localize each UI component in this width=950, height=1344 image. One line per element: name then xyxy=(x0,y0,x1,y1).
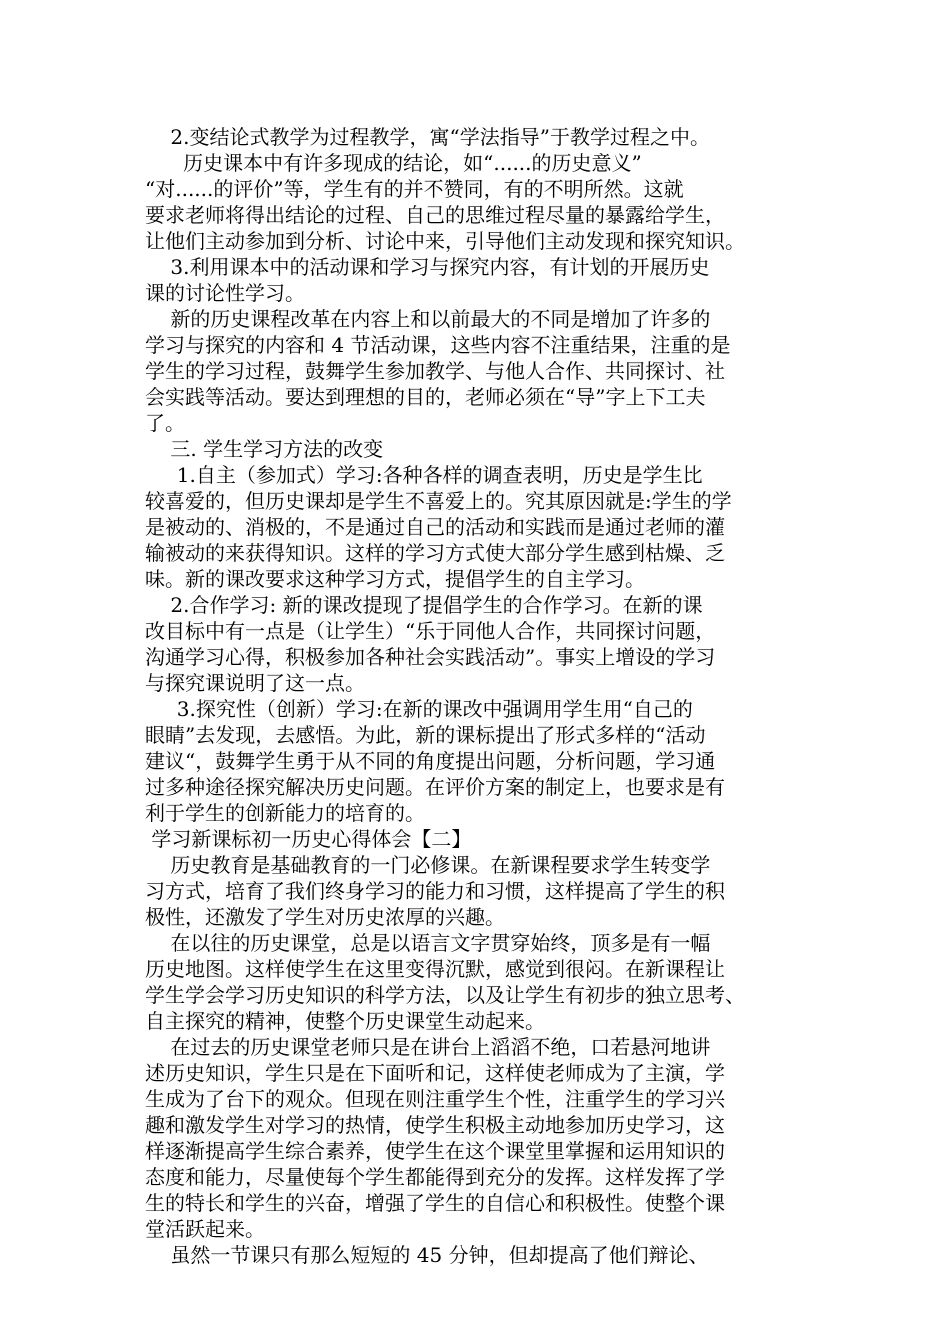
text-line: 述历史知识，学生只是在下面听和记，这样使老师成为了主演，学 xyxy=(145,1061,725,1085)
text-line: 过多种途径探究解决历史问题。在评价方案的制定上，也要求是有 xyxy=(145,775,725,799)
text-line: 样逐渐提高学生综合素养，使学生在这个课堂里掌握和运用知识的 xyxy=(145,1139,725,1163)
text-line: 学习与探究的内容和 4 节活动课，这些内容不注重结果，注重的是 xyxy=(145,333,731,357)
text-line: 利于学生的创新能力的培育的。 xyxy=(145,801,425,825)
text-line: 1.自主（参加式）学习:各种各样的调查表明，历史是学生比 xyxy=(145,463,703,487)
text-line: 建议“，鼓舞学生勇于从不同的角度提出问题，分析问题，学习通 xyxy=(145,749,716,773)
text-line: 在以往的历史课堂，总是以语言文字贯穿始终，顶多是有一幅 xyxy=(145,931,711,955)
text-line: 味。新的课改要求这种学习方式，提倡学生的自主学习。 xyxy=(145,567,645,591)
text-line: 要求老师将得出结论的过程、自己的思维过程尽量的暴露给学生， xyxy=(145,203,725,227)
text-line: 在过去的历史课堂老师只是在讲台上滔滔不绝，口若悬河地讲 xyxy=(145,1035,711,1059)
text-line: 让他们主动参加到分析、讨论中来，引导他们主动发现和探究知识。 xyxy=(145,229,745,253)
text-line: 3.利用课本中的活动课和学习与探究内容，有计划的开展历史 xyxy=(145,255,710,279)
text-line: 眼睛”去发现，去感悟。为此，新的课标提出了形式多样的“活动 xyxy=(145,723,706,747)
text-line: 2.合作学习: 新的课改提现了提倡学生的合作学习。在新的课 xyxy=(145,593,703,617)
section-heading: 学习新课标初一历史心得体会【二】 xyxy=(145,827,472,851)
text-line: 较喜爱的，但历史课却是学生不喜爱上的。究其原因就是:学生的学 xyxy=(145,489,732,513)
text-line: 与探究课说明了这一点。 xyxy=(145,671,365,695)
text-line: 2.变结论式教学为过程教学，寓“学法指导”于教学过程之中。 xyxy=(145,125,710,149)
text-line: 学生学会学习历史知识的科学方法，以及让学生有初步的独立思考、 xyxy=(145,983,745,1007)
text-line: 堂活跃起来。 xyxy=(145,1217,265,1241)
text-line: 改目标中有一点是（让学生）“乐于同他人合作，共同探讨问题， xyxy=(145,619,716,643)
text-line: 极性，还激发了学生对历史浓厚的兴趣。 xyxy=(145,905,505,929)
text-line: 生成为了台下的观众。但现在则注重学生个性，注重学生的学习兴 xyxy=(145,1087,725,1111)
text-line: 历史地图。这样使学生在这里变得沉默，感觉到很闷。在新课程让 xyxy=(145,957,725,981)
text-line: 虽然一节课只有那么短短的 45 分钟，但却提高了他们辩论、 xyxy=(145,1243,709,1267)
text-line: 是被动的、消极的，不是通过自己的活动和实践而是通过老师的灌 xyxy=(145,515,725,539)
text-line: 历史教育是基础教育的一门必修课。在新课程要求学生转变学 xyxy=(145,853,711,877)
text-line: 趣和激发学生对学习的热情，使学生积极主动地参加历史学习，这 xyxy=(145,1113,725,1137)
text-line: 新的历史课程改革在内容上和以前最大的不同是增加了许多的 xyxy=(145,307,711,331)
text-line: 会实践等活动。要达到理想的目的，老师必须在“导”字上下工夫 xyxy=(145,385,706,409)
text-line: 历史课本中有许多现成的结论，如“......的历史意义” xyxy=(145,151,642,175)
text-line: 课的讨论性学习。 xyxy=(145,281,305,305)
text-line: 输被动的来获得知识。这样的学习方式使大部分学生感到枯燥、乏 xyxy=(145,541,725,565)
text-line: 生的特长和学生的兴奋，增强了学生的自信心和积极性。使整个课 xyxy=(145,1191,725,1215)
text-line: 学生的学习过程，鼓舞学生参加教学、与他人合作、共同探讨、社 xyxy=(145,359,725,383)
text-line: 3.探究性（创新）学习:在新的课改中强调用学生用“自己的 xyxy=(145,697,693,721)
text-line: 态度和能力，尽量使每个学生都能得到充分的发挥。这样发挥了学 xyxy=(145,1165,725,1189)
text-line: 了。 xyxy=(145,411,185,435)
text-line: 自主探究的精神，使整个历史课堂生动起来。 xyxy=(145,1009,545,1033)
section-heading: 三. 学生学习方法的改变 xyxy=(145,437,384,461)
text-line: 沟通学习心得，积极参加各种社会实践活动”。事实上增设的学习 xyxy=(145,645,716,669)
text-line: 习方式，培育了我们终身学习的能力和习惯，这样提高了学生的积 xyxy=(145,879,725,903)
text-line: “对......的评价”等，学生有的并不赞同，有的不明所然。这就 xyxy=(145,177,684,201)
